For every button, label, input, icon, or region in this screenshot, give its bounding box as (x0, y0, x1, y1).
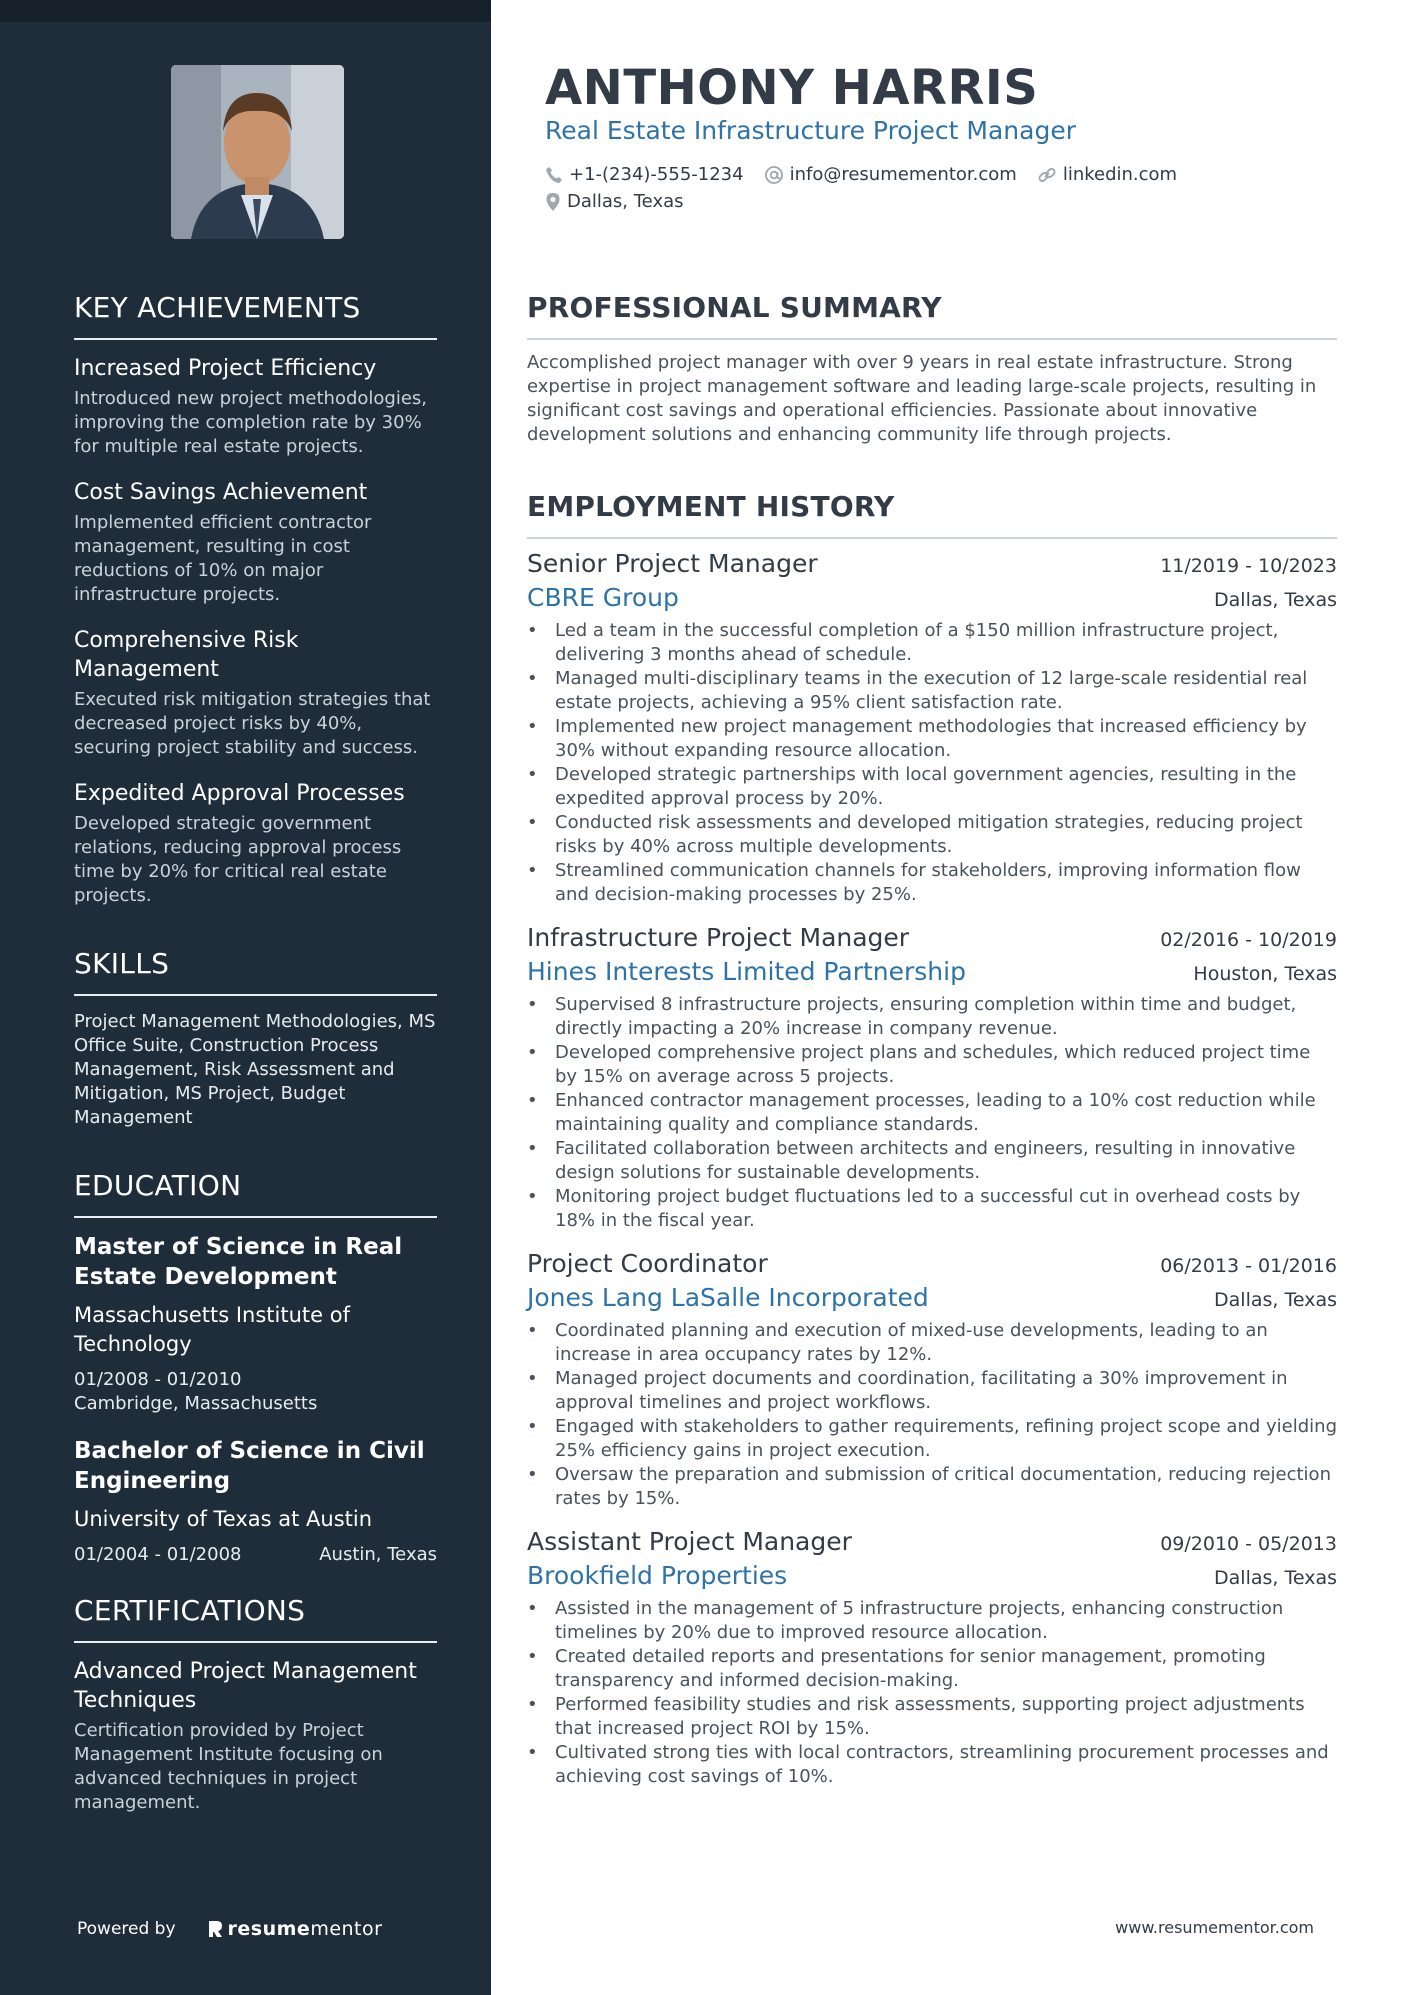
skills-section (74, 946, 437, 1130)
contact-location (545, 191, 684, 212)
bullet-item: • Enhanced contractor management processes, leading to a 10% cost reduction while maintaining quality and compliance standards. (527, 1089, 1337, 1137)
achievement-item (74, 779, 437, 908)
job-dates: 11/2019 - 10/2023 (1160, 555, 1337, 577)
contact-row (545, 164, 1197, 185)
education-section (74, 1168, 437, 1567)
edu-dates: 01/2004 - 01/2008 (74, 1544, 242, 1565)
bullet-item: • Facilitated collaboration between architects and engineers, resulting in innovative design solutions for sustainable developments. (527, 1137, 1337, 1185)
job-location: Dallas, Texas (1214, 1289, 1337, 1311)
bullet-item: • Cultivated strong ties with local contractors, streamlining procurement processes and achieving cost savings of 10%. (527, 1741, 1337, 1789)
location-text: Dallas, Texas (567, 191, 684, 212)
job-bullets (527, 1597, 1337, 1789)
bullet-item: • Managed multi-disciplinary teams in the execution of 12 large-scale residential real estate projects, achieving a 95% client satisfaction rate. (527, 667, 1337, 715)
job-bullets (527, 1319, 1337, 1511)
footer-url[interactable]: www.resumementor.com (1115, 1918, 1314, 1937)
job-dates: 02/2016 - 10/2019 (1160, 929, 1337, 951)
sidebar-content (74, 290, 437, 1853)
job-entry (527, 1247, 1337, 1511)
resumementor-logo-icon (206, 1919, 224, 1939)
job-location: Dallas, Texas (1214, 589, 1337, 611)
achievements-heading: KEY ACHIEVEMENTS (74, 290, 437, 340)
education-item (74, 1436, 437, 1567)
achievement-title: Comprehensive Risk Management (74, 628, 299, 682)
bullet-item: • Engaged with stakeholders to gather requirements, refining project scope and yielding 25% efficiency gains in project execution. (527, 1415, 1337, 1463)
achievement-desc: Developed strategic government relations, reducing approval process time by 20% for critical real estate projects. (74, 813, 402, 906)
achievement-item (74, 478, 437, 607)
location-pin-icon (545, 192, 561, 212)
edu-dates: 01/2008 - 01/2010 (74, 1369, 242, 1390)
edu-location: Cambridge, Massachusetts (74, 1393, 318, 1414)
bullet-item: • Oversaw the preparation and submission of critical documentation, reducing rejection rates by 15%. (527, 1463, 1337, 1511)
achievements-section (74, 290, 437, 908)
sidebar-top-bar (0, 0, 491, 22)
edu-school: Massachusetts Institute of Technology (74, 1303, 350, 1356)
summary-text: Accomplished project manager with over 9 years in real estate infrastructure. Strong expertise in project management software and leading large-scale projects, resulting in significant cost savings and operational efficiencies. Passionate about innovative development solutions and enhancing community life through projects. (527, 352, 1317, 445)
contact-linkedin[interactable] (1037, 164, 1177, 185)
skills-heading: SKILLS (74, 946, 437, 996)
brand-bold: resume (227, 1918, 311, 1940)
edu-degree: Master of Science in Real Estate Development (74, 1234, 403, 1290)
education-heading: EDUCATION (74, 1168, 437, 1218)
contact-row-location (545, 191, 704, 212)
brand-rest: mentor (310, 1918, 383, 1940)
candidate-name: ANTHONY HARRIS (545, 60, 1039, 116)
job-location: Houston, Texas (1193, 963, 1337, 985)
job-entry (527, 921, 1337, 1233)
contact-email[interactable] (764, 164, 1017, 185)
bullet-item: • Developed strategic partnerships with local government agencies, resulting in the expedited approval process by 20%. (527, 763, 1337, 811)
job-company: Hines Interests Limited Partnership (527, 957, 966, 986)
edu-degree: Bachelor of Science in Civil Engineering (74, 1438, 425, 1494)
job-entry (527, 547, 1337, 907)
link-icon (1037, 165, 1057, 185)
bullet-item: • Created detailed reports and presentations for senior management, promoting transparency and informed decision-making. (527, 1645, 1337, 1693)
sidebar (0, 0, 491, 1995)
linkedin-text: linkedin.com (1062, 164, 1178, 185)
achievement-item (74, 354, 437, 459)
bullet-item: • Supervised 8 infrastructure projects, ensuring completion within time and budget, directly impacting a 20% increase in company revenue. (527, 993, 1337, 1041)
job-title: Senior Project Manager (527, 549, 818, 578)
bullet-item: • Conducted risk assessments and developed mitigation strategies, reducing project risks by 40% across multiple developments. (527, 811, 1337, 859)
job-company: Brookfield Properties (527, 1561, 788, 1590)
edu-school: University of Texas at Austin (74, 1507, 373, 1531)
bullet-item: • Implemented new project management methodologies that increased efficiency by 30% without expanding resource allocation. (527, 715, 1337, 763)
job-dates: 09/2010 - 05/2013 (1160, 1533, 1337, 1555)
job-entry (527, 1525, 1337, 1789)
job-company: CBRE Group (527, 583, 679, 612)
certifications-heading: CERTIFICATIONS (74, 1593, 437, 1643)
certification-title: Advanced Project Management Techniques (74, 1659, 417, 1713)
at-icon (764, 165, 784, 185)
bullet-item: • Monitoring project budget fluctuations led to a successful cut in overhead costs by 18% in the fiscal year. (527, 1185, 1337, 1233)
certification-item (74, 1657, 437, 1815)
powered-by (77, 1918, 382, 1940)
phone-icon (545, 166, 563, 184)
certification-desc: Certification provided by Project Management Institute focusing on advanced techniques in project management. (74, 1720, 383, 1813)
edu-location: Austin, Texas (319, 1544, 437, 1565)
job-title: Assistant Project Manager (527, 1527, 852, 1556)
main-content (527, 290, 1337, 1789)
contact-phone[interactable] (545, 164, 744, 185)
bullet-item: • Developed comprehensive project plans and schedules, which reduced project time by 15% on average across 5 projects. (527, 1041, 1337, 1089)
education-item (74, 1232, 437, 1416)
candidate-role: Real Estate Infrastructure Project Manager (545, 116, 1076, 145)
profile-photo (171, 65, 344, 239)
achievement-item (74, 626, 437, 760)
achievement-desc: Introduced new project methodologies, improving the completion rate by 30% for multiple real estate projects. (74, 388, 428, 457)
job-company: Jones Lang LaSalle Incorporated (527, 1283, 929, 1312)
certifications-section (74, 1593, 437, 1815)
job-title: Project Coordinator (527, 1249, 768, 1278)
phone-text: +1-(234)-555-1234 (569, 164, 744, 185)
job-dates: 06/2013 - 01/2016 (1160, 1255, 1337, 1277)
achievement-title: Expedited Approval Processes (74, 781, 405, 806)
bullet-item: • Managed project documents and coordination, facilitating a 30% improvement in approval timelines and project workflows. (527, 1367, 1337, 1415)
bullet-item: • Streamlined communication channels for stakeholders, improving information flow and decision-making processes by 25%. (527, 859, 1337, 907)
bullet-item: • Coordinated planning and execution of mixed-use developments, leading to an increase in area occupancy rates by 12%. (527, 1319, 1337, 1367)
bullet-item: • Assisted in the management of 5 infrastructure projects, enhancing construction timelines by 20% due to improved resource allocation. (527, 1597, 1337, 1645)
bullet-item: • Performed feasibility studies and risk assessments, supporting project adjustments that increased project ROI by 15%. (527, 1693, 1337, 1741)
summary-section (527, 290, 1337, 447)
employment-heading: EMPLOYMENT HISTORY (527, 489, 1337, 539)
job-title: Infrastructure Project Manager (527, 923, 910, 952)
employment-section (527, 489, 1337, 1789)
email-text: info@resumementor.com (789, 164, 1017, 185)
skills-list: Project Management Methodologies, MS Office Suite, Construction Process Management, Risk Assessment and Mitigation, MS Project, Budget Management (74, 1011, 436, 1128)
job-bullets (527, 619, 1337, 907)
job-location: Dallas, Texas (1214, 1567, 1337, 1589)
brand-logo[interactable] (206, 1918, 383, 1940)
achievement-desc: Implemented efficient contractor management, resulting in cost reductions of 10% on major infrastructure projects. (74, 512, 372, 605)
edu-meta-row (74, 1543, 437, 1567)
job-bullets (527, 993, 1337, 1233)
achievement-title: Increased Project Efficiency (74, 356, 377, 381)
powered-by-label: Powered by (77, 1919, 176, 1939)
achievement-title: Cost Savings Achievement (74, 480, 368, 505)
bullet-item: • Led a team in the successful completion of a $150 million infrastructure project, delivering 3 months ahead of schedule. (527, 619, 1337, 667)
achievement-desc: Executed risk mitigation strategies that decreased project risks by 40%, securing project stability and success. (74, 689, 431, 758)
summary-heading: PROFESSIONAL SUMMARY (527, 290, 1337, 340)
